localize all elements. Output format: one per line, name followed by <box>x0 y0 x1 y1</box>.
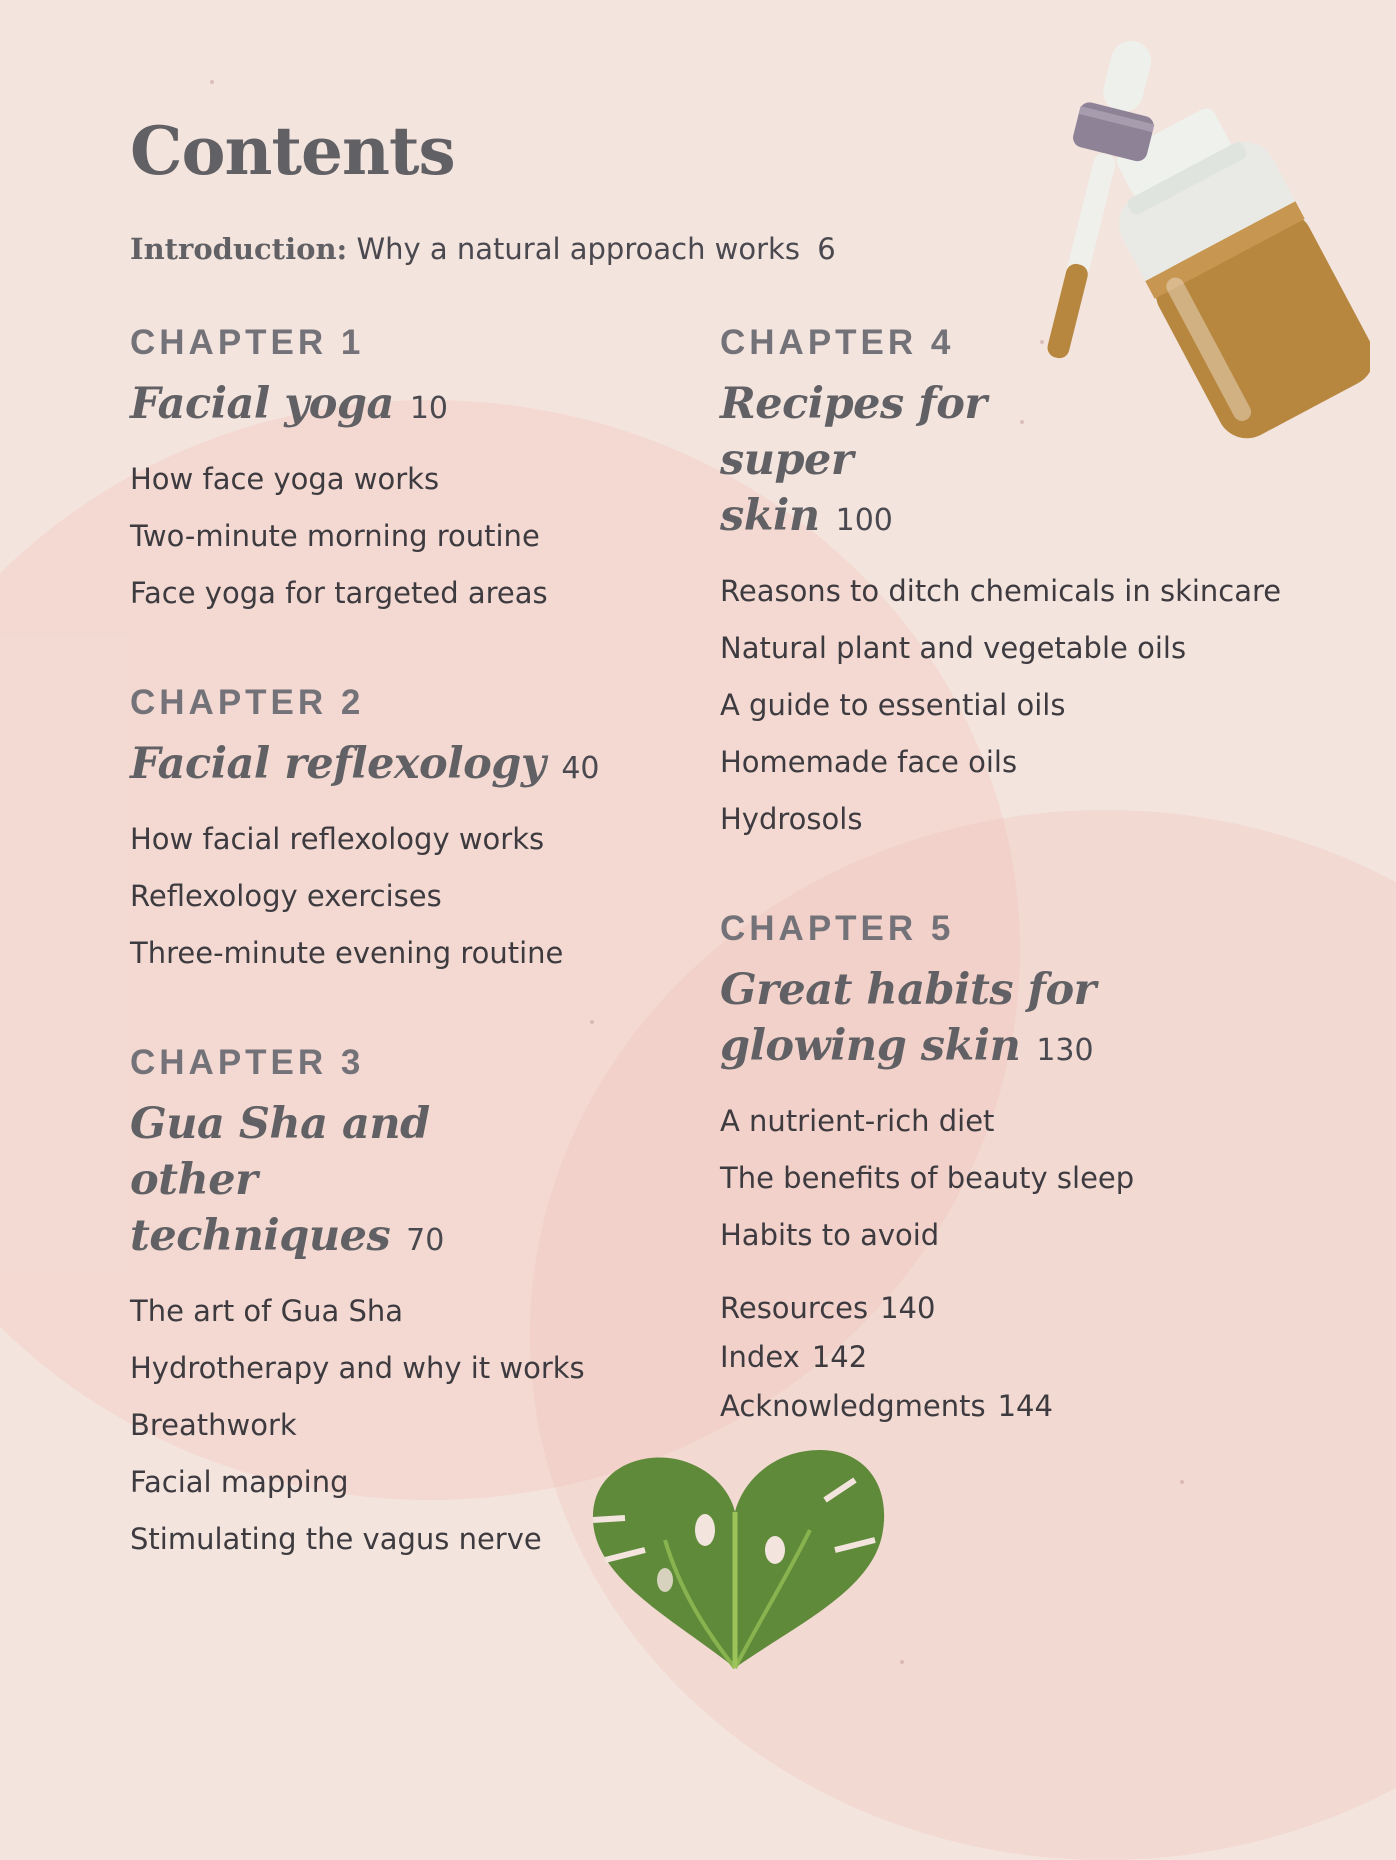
page-title: Contents <box>130 112 455 190</box>
chapter-title-text: Great habits for glowing skin <box>720 965 1096 1071</box>
back-matter-item <box>720 1284 1320 1333</box>
section-item: Reflexology exercises <box>130 879 442 913</box>
introduction-page: 6 <box>817 232 836 266</box>
chapter-label: CHAPTER 1 <box>130 323 365 362</box>
chapter-page-number: 100 <box>835 503 893 538</box>
chapter-title-text: Facial yoga <box>130 379 394 429</box>
section-item: Hydrotherapy and why it works <box>130 1351 585 1385</box>
chapter-title <box>130 376 770 437</box>
introduction-text: Why a natural approach works <box>356 232 800 266</box>
chapter-2 <box>130 680 770 982</box>
back-matter-page: 144 <box>997 1389 1053 1423</box>
section-item: How face yoga works <box>130 462 440 496</box>
chapter-title <box>130 1096 570 1269</box>
chapter-label: CHAPTER 3 <box>130 1043 365 1082</box>
section-item: How facial reflexology works <box>130 822 545 856</box>
section-item: Hydrosols <box>720 802 863 836</box>
paper-speck <box>210 80 214 84</box>
back-matter-page: 140 <box>880 1291 936 1325</box>
section-item: Breathwork <box>130 1408 297 1442</box>
paper-speck <box>1180 1480 1184 1484</box>
back-matter-item <box>720 1333 1320 1382</box>
chapter-title-text: Recipes for super skin <box>720 379 987 541</box>
paper-speck <box>900 1660 904 1664</box>
section-item: Natural plant and vegetable oils <box>720 631 1187 665</box>
chapter-label: CHAPTER 4 <box>720 323 955 362</box>
section-item: Habits to avoid <box>720 1218 940 1252</box>
chapter-title <box>720 376 1040 549</box>
chapter-label: CHAPTER 5 <box>720 909 955 948</box>
chapter-title <box>130 736 770 797</box>
introduction-label: Introduction: <box>130 232 348 266</box>
section-item: Three-minute evening routine <box>130 936 564 970</box>
section-item: Stimulating the vagus nerve <box>130 1522 542 1556</box>
contents-column-left <box>130 320 770 1626</box>
chapter-title-text: Gua Sha and other techniques <box>130 1099 430 1261</box>
back-matter-label: Resources <box>720 1291 869 1325</box>
chapter-page-number: 40 <box>561 751 600 786</box>
section-item: Homemade face oils <box>720 745 1018 779</box>
chapter-page-number: 10 <box>409 391 449 426</box>
back-matter-list <box>720 1284 1320 1431</box>
chapter-page-number: 70 <box>406 1223 445 1258</box>
back-matter-page: 142 <box>811 1340 868 1374</box>
chapter-4 <box>720 320 1320 848</box>
chapter-title <box>720 962 1280 1079</box>
contents-column-right <box>720 320 1320 1431</box>
chapter-page-number: 130 <box>1036 1033 1094 1068</box>
section-item: Face yoga for targeted areas <box>130 576 548 610</box>
section-item: A guide to essential oils <box>720 688 1066 722</box>
chapter-1 <box>130 320 770 622</box>
section-item: Two-minute morning routine <box>130 519 540 553</box>
chapter-5 <box>720 906 1320 1264</box>
chapter-label: CHAPTER 2 <box>130 683 365 722</box>
section-item: A nutrient-rich diet <box>720 1104 995 1138</box>
section-item: Reasons to ditch chemicals in skincare <box>720 574 1282 608</box>
section-item: The benefits of beauty sleep <box>720 1161 1135 1195</box>
section-item: Facial mapping <box>130 1465 349 1499</box>
section-item: The art of Gua Sha <box>130 1294 404 1328</box>
introduction-line <box>130 232 836 266</box>
chapter-3 <box>130 1040 770 1568</box>
back-matter-label: Index <box>720 1340 800 1374</box>
back-matter-item <box>720 1382 1320 1431</box>
back-matter-label: Acknowledgments <box>720 1389 986 1423</box>
chapter-title-text: Facial reflexology <box>130 739 546 789</box>
